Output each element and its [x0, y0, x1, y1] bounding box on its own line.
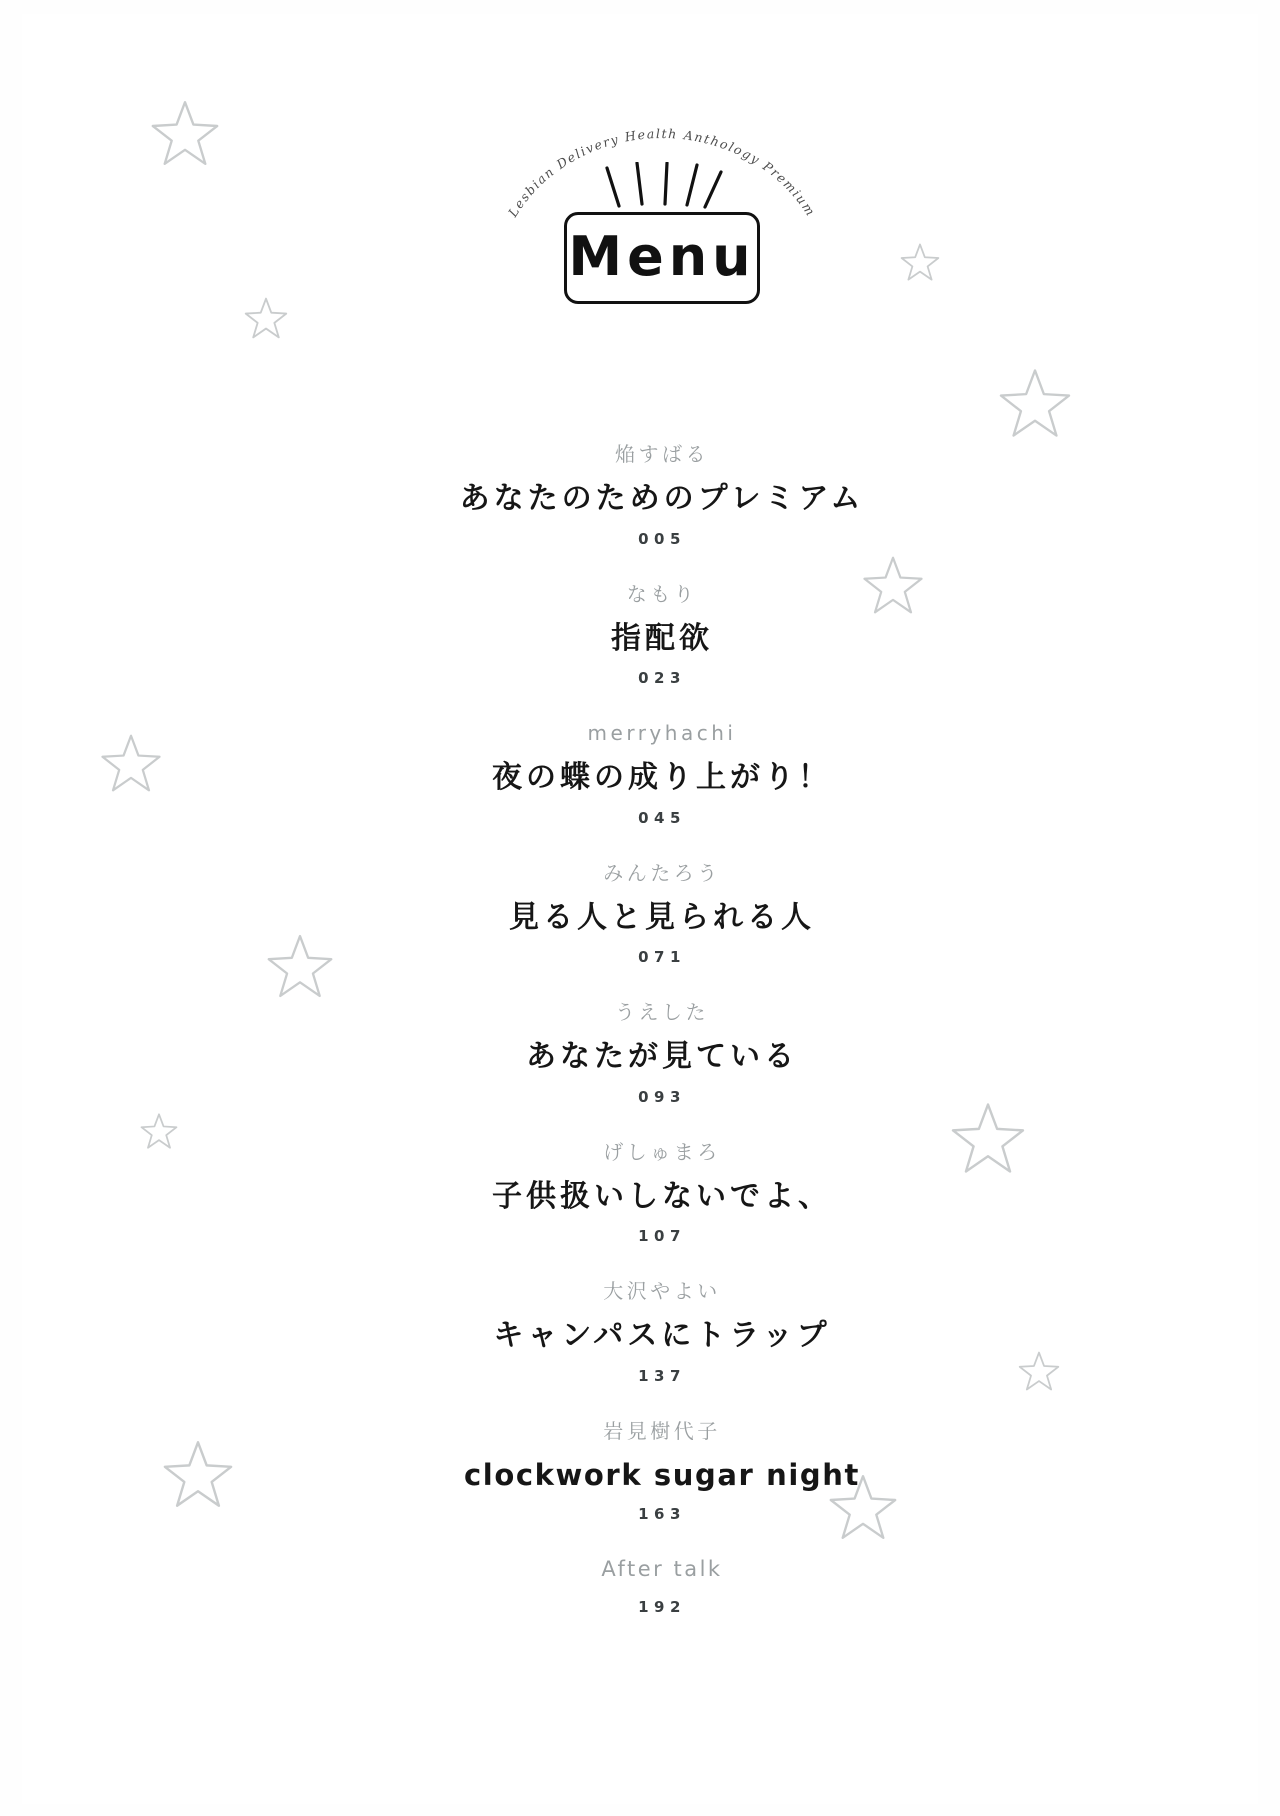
toc-title: キャンパスにトラップ [493, 1318, 831, 1353]
toc-title: 見る人と見られる人 [509, 899, 815, 935]
list-item[interactable] [22, 1000, 1280, 1106]
table-of-contents [22, 442, 1280, 1650]
list-item[interactable] [22, 1140, 1280, 1246]
toc-page-number: 023 [638, 669, 686, 687]
toc-title: 夜の蝶の成り上がり！ [492, 760, 832, 795]
toc-page-number: 071 [638, 948, 686, 966]
page-title: Menu [568, 224, 756, 288]
toc-author: 岩見樹代子 [603, 1418, 721, 1443]
toc-page-number: 045 [638, 808, 686, 827]
list-item[interactable] [22, 442, 1280, 548]
toc-page-number: 107 [638, 1227, 686, 1245]
toc-author: なもり [626, 581, 698, 606]
toc-author: うえした [615, 1000, 709, 1024]
arc-subtitle-text: Lesbian Delivery Health Anthology Premium [505, 125, 819, 220]
toc-title: 指配欲 [611, 620, 713, 656]
toc-author: 大沢やよい [603, 1279, 721, 1303]
toc-title: あなたが見ている [526, 1039, 798, 1074]
toc-author: みんたろう [603, 860, 721, 885]
toc-page-number: 093 [638, 1087, 686, 1106]
list-item-after-talk[interactable] [22, 1557, 1280, 1616]
menu-title-box [564, 212, 760, 304]
list-item[interactable] [22, 1279, 1280, 1385]
after-talk-label: After talk [601, 1556, 723, 1581]
list-item[interactable] [22, 861, 1280, 967]
menu-logo [22, 110, 1280, 340]
star-decoration-icon [998, 366, 1072, 440]
page-content-area [22, 14, 1258, 1804]
toc-title: 子供扱いしないでよ、 [492, 1178, 832, 1214]
list-item[interactable] [22, 1419, 1280, 1523]
toc-page-number: 005 [638, 529, 686, 548]
sunburst-rays-icon [597, 162, 727, 214]
toc-page-number: 163 [638, 1504, 686, 1523]
toc-author: merryhachi [587, 721, 737, 745]
toc-page-number: 192 [638, 1597, 686, 1616]
toc-page-number: 137 [638, 1366, 686, 1385]
toc-author: 焔すばる [615, 442, 709, 466]
list-item[interactable] [22, 582, 1280, 688]
toc-title: clockwork sugar night [463, 1457, 860, 1492]
toc-title: あなたのためのプレミアム [459, 481, 865, 516]
toc-author: げしゅまろ [603, 1139, 721, 1164]
list-item[interactable] [22, 721, 1280, 827]
